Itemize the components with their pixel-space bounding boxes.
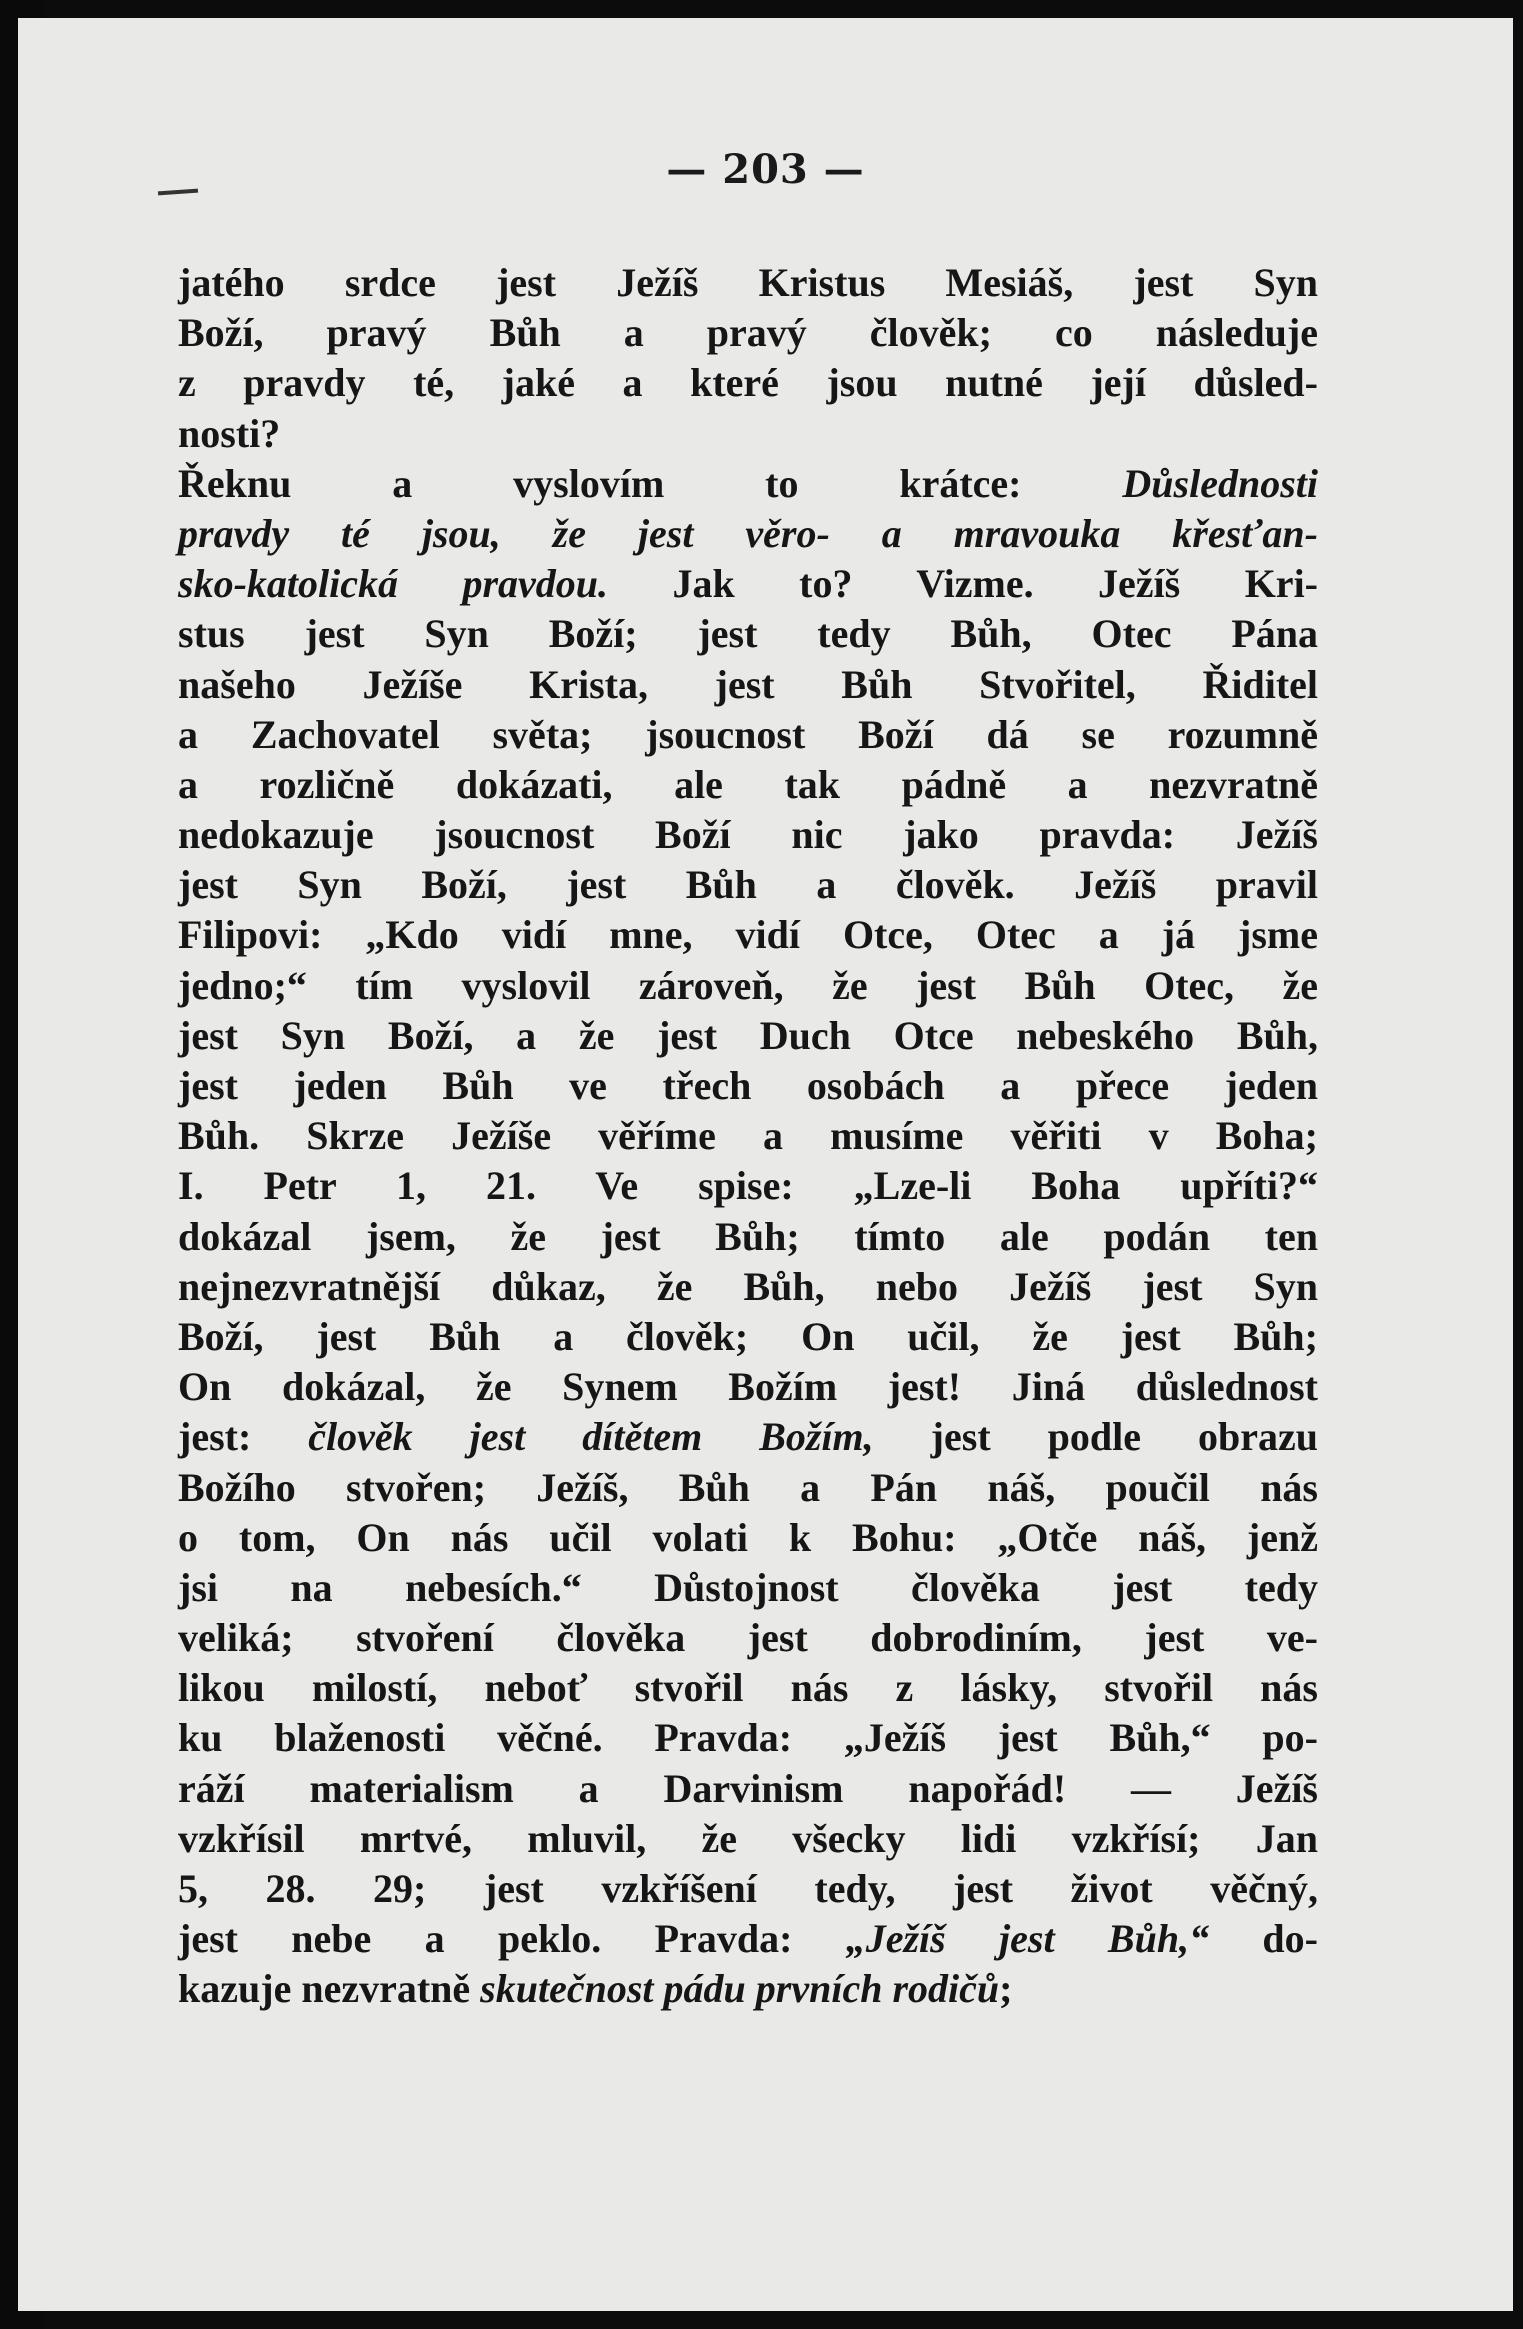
text-run: ráží materialism a Darvinism napořád! — Ježíš bbox=[178, 1765, 1318, 1811]
text-run: stus jest Syn Boží; jest tedy Bůh, Otec Pána bbox=[178, 611, 1318, 657]
text-line bbox=[178, 1814, 1318, 1864]
text-run: o tom, On nás učil volati k Bohu: „Otče náš, jenž bbox=[178, 1514, 1318, 1560]
text-run: ku blaženosti věčné. Pravda: „Ježíš jest Bůh,“ po- bbox=[178, 1715, 1318, 1761]
text-line bbox=[178, 459, 1318, 509]
text-run: veliká; stvoření člověka jest dobrodiním, jest ve- bbox=[178, 1615, 1318, 1661]
text-line bbox=[178, 1713, 1318, 1763]
text-line bbox=[178, 810, 1318, 860]
text-line bbox=[178, 710, 1318, 760]
text-run: 5, 28. 29; jest vzkříšení tedy, jest život věčný, bbox=[178, 1866, 1318, 1911]
text-line bbox=[178, 1613, 1318, 1663]
text-run: Božího stvořen; Ježíš, Bůh a Pán náš, poučil nás bbox=[178, 1464, 1318, 1510]
text-line bbox=[178, 258, 1318, 308]
text-run: nejnezvratnější důkaz, že Bůh, nebo Ježíš jest Syn bbox=[178, 1263, 1318, 1309]
text-line bbox=[178, 409, 1318, 459]
text-line bbox=[178, 1663, 1318, 1713]
text-line bbox=[178, 1964, 1318, 2014]
text-run: ; bbox=[999, 1966, 1013, 2012]
text-line bbox=[178, 1864, 1318, 1914]
text-run: Filipovi: „Kdo vidí mne, vidí Otce, Otec a já jsme bbox=[178, 912, 1318, 958]
text-line bbox=[178, 509, 1318, 559]
text-run: jest podle obrazu bbox=[873, 1414, 1319, 1460]
text-line bbox=[178, 1111, 1318, 1161]
text-line bbox=[178, 1914, 1318, 1964]
page-number-header: — 203 — bbox=[666, 146, 865, 193]
text-run: jest jeden Bůh ve třech osobách a přece jeden bbox=[178, 1063, 1318, 1108]
text-run: Bůh. Skrze Ježíše věříme a musíme věřiti v Boha; bbox=[178, 1113, 1318, 1159]
italic-run: skutečnost pádu prvních rodičů bbox=[480, 1966, 1000, 2012]
text-line bbox=[178, 1262, 1318, 1312]
italic-run: pravdy té jsou, že jest věro- a mravouka křesťan- bbox=[178, 510, 1318, 556]
text-run: I. Petr 1, 21. Ve spise: „Lze-li Boha upříti?“ bbox=[178, 1163, 1318, 1209]
text-line bbox=[178, 910, 1318, 960]
italic-run: Důslednosti bbox=[1122, 460, 1318, 506]
text-line bbox=[178, 1161, 1318, 1211]
text-run: jatého srdce jest Ježíš Kristus Mesiáš, jest Syn bbox=[178, 260, 1318, 305]
text-run: Jak to? Vizme. Ježíš Kri- bbox=[608, 561, 1318, 607]
text-run: jsi na nebesích.“ Důstojnost člověka jest tedy bbox=[178, 1564, 1318, 1610]
text-line bbox=[178, 1011, 1318, 1061]
text-run: Boží, jest Bůh a člověk; On učil, že jest Bůh; bbox=[178, 1313, 1318, 1359]
text-run: jest Syn Boží, jest Bůh a člověk. Ježíš pravil bbox=[178, 862, 1318, 908]
text-line bbox=[178, 1463, 1318, 1513]
text-run: Boží, pravý Bůh a pravý člověk; co následuje bbox=[178, 310, 1318, 356]
italic-run: „Ježíš jest Bůh,“ bbox=[845, 1916, 1210, 1962]
text-line bbox=[178, 1362, 1318, 1412]
text-line bbox=[178, 1563, 1318, 1613]
text-run: likou milostí, neboť stvořil nás z lásky, stvořil nás bbox=[178, 1665, 1318, 1711]
text-line bbox=[178, 1312, 1318, 1362]
text-line bbox=[178, 660, 1318, 710]
text-run: On dokázal, že Synem Božím jest! Jiná důslednost bbox=[178, 1364, 1318, 1410]
text-line bbox=[178, 1513, 1318, 1563]
text-run: dokázal jsem, že jest Bůh; tímto ale podán ten bbox=[178, 1213, 1318, 1259]
text-line bbox=[178, 559, 1318, 609]
text-run: a rozličně dokázati, ale tak pádně a nezvratně bbox=[178, 761, 1318, 807]
text-run: a Zachovatel světa; jsoucnost Boží dá se rozumně bbox=[178, 711, 1318, 757]
text-run: Řeknu a vyslovím to krátce: bbox=[178, 460, 1123, 506]
text-run: jedno;“ tím vyslovil zároveň, že jest Bůh Otec, že bbox=[178, 962, 1318, 1008]
text-run: jest Syn Boží, a že jest Duch Otce nebeského Bůh, bbox=[178, 1012, 1318, 1058]
body-text bbox=[178, 258, 1318, 2015]
text-run: z pravdy té, jaké a které jsou nutné její důsled- bbox=[178, 360, 1318, 406]
text-line bbox=[178, 1412, 1318, 1462]
text-line bbox=[178, 358, 1318, 408]
book-page bbox=[18, 18, 1513, 2311]
text-run: vzkřísil mrtvé, mluvil, že všecky lidi vzkřísí; Jan bbox=[178, 1815, 1318, 1861]
text-run: jest: bbox=[178, 1414, 309, 1460]
text-run: nedokazuje jsoucnost Boží nic jako pravda: Ježíš bbox=[178, 812, 1318, 858]
text-run: kazuje nezvratně bbox=[178, 1966, 481, 2012]
text-line bbox=[178, 1764, 1318, 1814]
text-line bbox=[178, 609, 1318, 659]
text-run: nosti? bbox=[178, 410, 281, 456]
text-run: jest nebe a peklo. Pravda: bbox=[178, 1916, 846, 1962]
text-line bbox=[178, 860, 1318, 910]
text-run: našeho Ježíše Krista, jest Bůh Stvořitel, Řiditel bbox=[178, 661, 1318, 707]
text-line bbox=[178, 961, 1318, 1011]
italic-run: sko-katolická pravdou. bbox=[178, 561, 609, 607]
text-line bbox=[178, 1212, 1318, 1262]
italic-run: člověk jest dítětem Božím, bbox=[308, 1414, 874, 1460]
text-line bbox=[178, 1061, 1318, 1111]
text-line bbox=[178, 308, 1318, 358]
text-run: do- bbox=[1209, 1916, 1318, 1962]
text-line bbox=[178, 760, 1318, 810]
